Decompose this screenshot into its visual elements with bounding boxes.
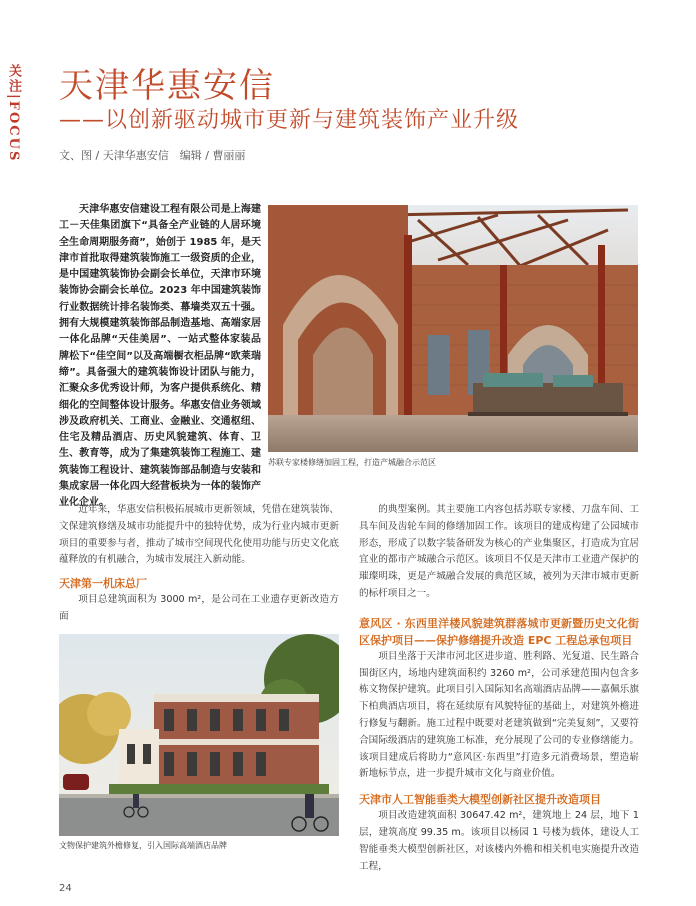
article-title: 天津华惠安信 bbox=[59, 66, 275, 106]
article-subtitle: ——以创新驱动城市更新与建筑装饰产业升级 bbox=[59, 108, 520, 133]
right-column bbox=[359, 502, 639, 875]
photo2-caption: 文物保护建筑外檐修复，引入国际高端酒店品牌 bbox=[59, 841, 227, 850]
byline: 文、图 / 天津华惠安信 编辑 / 曹丽丽 bbox=[59, 149, 246, 162]
left-column bbox=[59, 502, 339, 626]
section-heading-1: 天津第一机床总厂 bbox=[59, 577, 147, 591]
page-number: 24 bbox=[59, 883, 72, 894]
right-para-1: 的典型案例。其主要施工内容包括苏联专家楼、刀盘车间、工具车间及齿轮车间的修缮加固工作。该项目的建成构建了公园城市形态，形成了以数字装备研发为核心的产业集聚区，打造成为宜居宜业的都市产城融合示范区。该项目不仅是天津市工业遗产保护的璀璨明珠，更是产城融合发展的典范区域，被列为天津市城市更新的标杆项目之一。 bbox=[359, 504, 639, 599]
factory-hall-photo bbox=[268, 205, 638, 452]
right-para-2: 项目坐落于天津市河北区进步道、胜利路、光复道、民生路合围街区内，场地内建筑面积约 3260 m²，公司承建范围内包含多栋文物保护建筑。此项目引入国际知名高端酒店品牌——嘉佩乐旗下柏典酒店项目，将在延续原有风貌特征的基础上，对建筑外檐进行修复与翻新。施工过程中既要对老建筑做到“完美复刻”，又要符合国际级酒店的建筑施工标准，充分展现了公司的专业修缮能力。该项目建成后将助力“意风区·东西里”打造多元消费场景，塑造崭新地标节点，进一步提升城市文化与商业价值。 bbox=[359, 650, 639, 780]
right-para-3: 项目改造建筑面积 30647.42 m²，建筑地上 24 层，地下 1 层，建筑高度 99.35 m。该项目以杨园 1 号楼为载体，建设人工智能垂类大模型创新社区，对该楼内外檐和相关机电实施提升改造工程， bbox=[359, 810, 639, 872]
left-para-1: 近年来，华惠安信积极拓展城市更新领域，凭借在建筑装饰、文保建筑修缮及城市功能提升中的独特优势，成为行业内城市更新项目的重要参与者，推动了城市空间现代化使用功能与历史文化底蕴释放的有机融合，为城市发展注入新动能。 bbox=[59, 504, 339, 566]
section-tab-label: 关注|FOCUS bbox=[6, 64, 21, 163]
street-building-illustration bbox=[59, 634, 339, 836]
left-para-2: 项目总建筑面积为 3000 m²，是公司在工业遗存更新改造方面 bbox=[59, 594, 339, 622]
section-tab bbox=[3, 60, 21, 190]
section-heading-2: 意风区 · 东西里洋楼风貌建筑群落城市更新暨历史文化街区保护项目——保护修缮提升改造 EPC 工程总承包项目 bbox=[359, 616, 639, 647]
factory-hall-illustration bbox=[268, 205, 638, 452]
photo1-caption: 苏联专家楼修缮加固工程，打造产城融合示范区 bbox=[268, 458, 436, 467]
section-heading-3: 天津市人工智能垂类大模型创新社区提升改造项目 bbox=[359, 793, 601, 807]
street-building-photo bbox=[59, 634, 339, 836]
intro-paragraph: 天津华惠安信建设工程有限公司是上海建工－天佳集团旗下“具备全产业链的人居环境全生命周期服务商”，始创于 1985 年，是天津市首批取得建筑装饰施工一级资质的企业，是中国建筑装饰协会副会长单位，天津市环境装饰协会副会长单位。2023 年中国建筑装饰行业数据统计排名装饰类、幕墙类双五十强。拥有大规模建筑装饰部品制造基地、高端家居一体化品牌“天佳美居”、一站式整体家装品牌松下“佳空间”以及高端橱衣柜品牌“欧莱瑞缔”。具备强大的建筑装饰设计团队与能力，汇聚众多优秀设计师，为客户提供系统化、精细化的空间整体设计服务。华惠安信业务领域涉及政府机关、工商业、金融业、交通枢纽、住宅及精品酒店、历史风貌建筑、体育、卫生、教育等，成为了集建筑装饰工程施工、建筑装饰工程设计、建筑装饰部品制造与安装和集成家居一体化四大经营板块为一体的装饰产业化企业。 bbox=[59, 204, 261, 509]
